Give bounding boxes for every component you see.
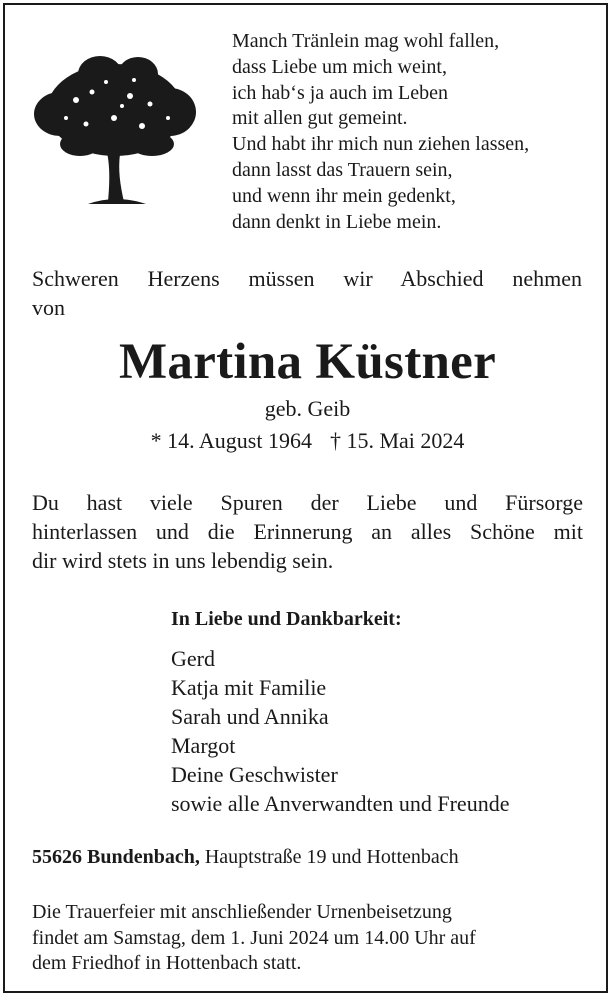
maiden-name: geb. Geib (264, 396, 351, 421)
poem-line: dann denkt in Liebe mein. (232, 210, 442, 233)
mourner: Katja mit Familie (171, 675, 327, 700)
mourner: Deine Geschwister (171, 762, 338, 787)
mourner: sowie alle Anverwandten und Freunde (171, 791, 510, 816)
poem-line: und wenn ihr mein gedenkt, (232, 184, 456, 207)
address-place: 55626 Bundenbach, (32, 846, 200, 868)
mourner: Sarah und Annika (171, 704, 329, 729)
poem-line: Und habt ihr mich nun ziehen lassen, (232, 133, 530, 156)
intro-line: Schweren Herzens müssen wir Abschied nehmen (32, 266, 582, 291)
deceased-name: Martina Küstner (118, 334, 497, 390)
birth-date: * 14. August 1964 (150, 428, 312, 453)
life-dates (0, 428, 615, 454)
mourner: Margot (171, 733, 236, 758)
poem-line: mit allen gut gemeint. (232, 107, 408, 130)
tree-icon (30, 52, 200, 212)
poem (232, 29, 529, 235)
address-street: Hauptstraße 19 und Hottenbach (204, 846, 459, 868)
intro-line: von (32, 295, 65, 320)
poem-line: dass Liebe um mich weint, (232, 55, 447, 78)
tribute-line: Du hast viele Spuren der Liebe und Fürsorge (32, 490, 583, 515)
service-line: dem Friedhof in Hottenbach statt. (32, 952, 302, 974)
death-date: † 15. Mai 2024 (329, 428, 465, 453)
service-line: findet am Samstag, dem 1. Juni 2024 um 14.00 Uhr auf (32, 926, 476, 949)
poem-line: ich hab‘s ja auch im Leben (232, 81, 449, 104)
mourner: Gerd (171, 646, 215, 671)
mourners-list (171, 644, 509, 818)
intro-text (32, 264, 582, 322)
address (32, 846, 459, 869)
tribute-line: hinterlassen und die Erinnerung an alles Schöne mit (32, 519, 583, 544)
poem-line: dann lasst das Trauern sein, (232, 158, 453, 181)
poem-line: Manch Tränlein mag wohl fallen, (232, 30, 500, 52)
service-info (32, 900, 476, 977)
thanks-heading: In Liebe und Dankbarkeit: (171, 608, 402, 630)
tribute-line: dir wird stets in uns lebendig sein. (32, 548, 334, 573)
service-line: Die Trauerfeier mit anschließender Urnenbeisetzung (32, 901, 452, 923)
tribute-text (32, 488, 583, 575)
